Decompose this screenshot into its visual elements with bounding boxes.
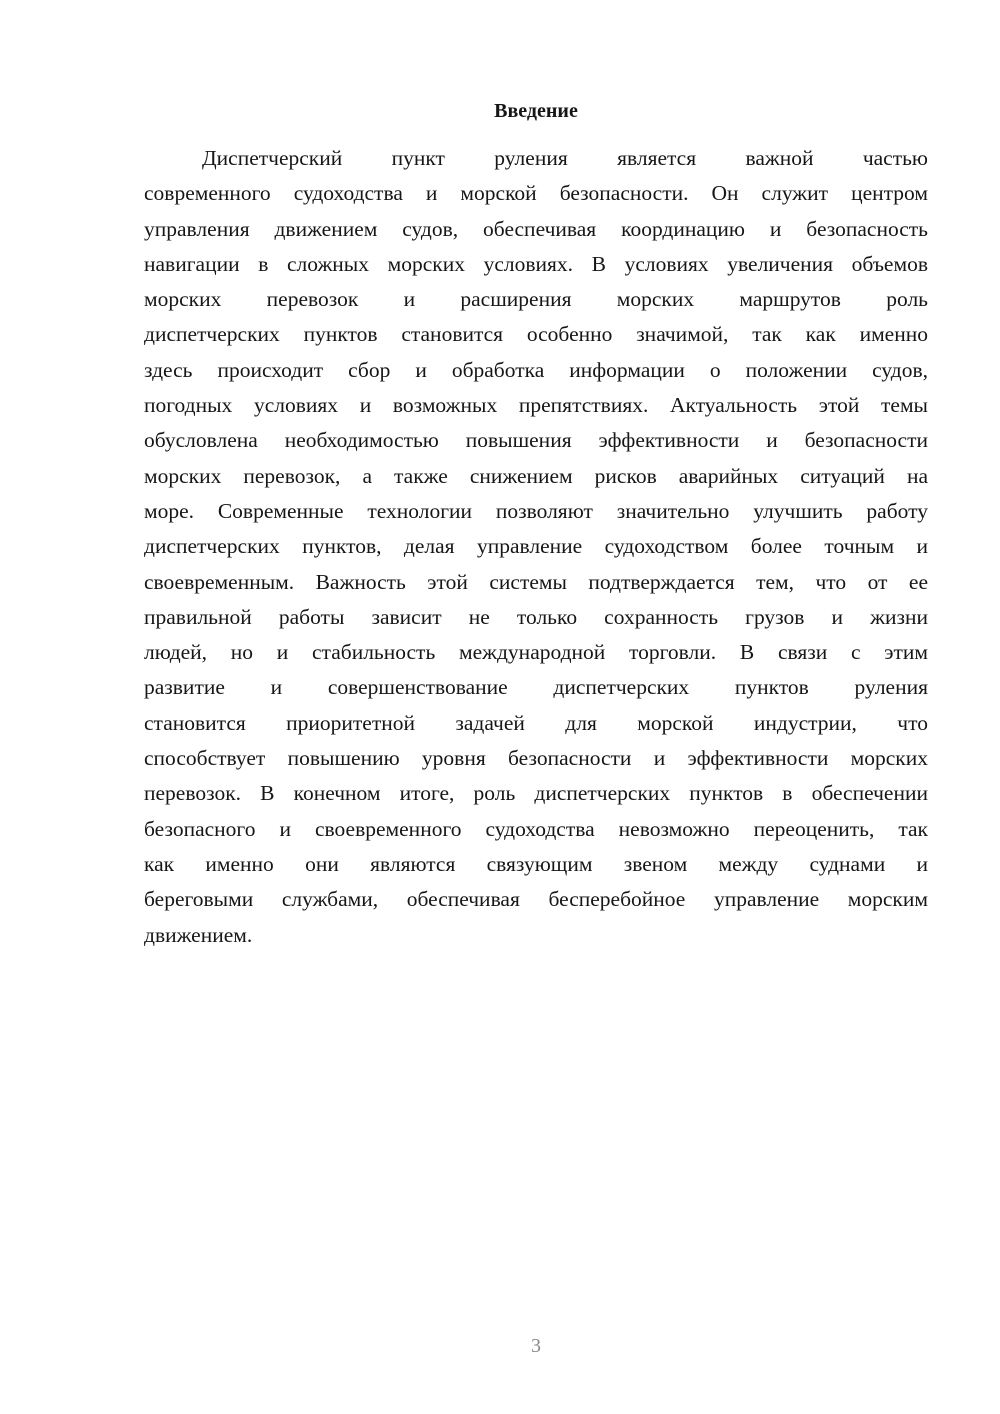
body-paragraph [144, 141, 928, 953]
paragraph-line: диспетчерских пунктов, делая управление судоходством более точным и [144, 534, 928, 559]
paragraph-line: движением. [144, 922, 253, 947]
paragraph-line: здесь происходит сбор и обработка информации о положении судов, [144, 357, 928, 382]
paragraph-line: современного судоходства и морской безопасности. Он служит центром [144, 181, 928, 206]
paragraph-line: своевременным. Важность этой системы подтверждается тем, что от ее [144, 569, 928, 594]
paragraph-line: становится приоритетной задачей для морской индустрии, что [144, 710, 928, 735]
paragraph-line: способствует повышению уровня безопасности и эффективности морских [144, 746, 928, 771]
paragraph-line: правильной работы зависит не только сохранность грузов и жизни [144, 604, 928, 629]
paragraph-line: Диспетчерский пункт руления является важной частью [202, 146, 928, 170]
paragraph-line: обусловлена необходимостью повышения эффективности и безопасности [144, 428, 928, 453]
paragraph-line: диспетчерских пунктов становится особенно значимой, так как именно [144, 322, 928, 347]
paragraph-line: погодных условиях и возможных препятствиях. Актуальность этой темы [144, 393, 928, 418]
page-title: Введение [494, 100, 578, 122]
paragraph-line: навигации в сложных морских условиях. В условиях увеличения объемов [144, 251, 928, 276]
paragraph-line: развитие и совершенствование диспетчерских пунктов руления [144, 675, 928, 700]
paragraph-line: морских перевозок и расширения морских маршрутов роль [144, 287, 928, 312]
paragraph-line: людей, но и стабильность международной торговли. В связи с этим [144, 640, 928, 665]
page-number: 3 [531, 1335, 541, 1357]
paragraph-line: перевозок. В конечном итоге, роль диспетчерских пунктов в обеспечении [144, 781, 928, 806]
paragraph-line: море. Современные технологии позволяют значительно улучшить работу [144, 498, 928, 523]
paragraph-line: морских перевозок, а также снижением рисков аварийных ситуаций на [144, 463, 928, 488]
paragraph-line: как именно они являются связующим звеном между суднами и [144, 851, 928, 876]
paragraph-line: управления движением судов, обеспечивая координацию и безопасность [144, 216, 928, 241]
paragraph-line: береговыми службами, обеспечивая бесперебойное управление морским [144, 887, 928, 912]
paragraph-line: безопасного и своевременного судоходства невозможно переоценить, так [144, 816, 928, 841]
